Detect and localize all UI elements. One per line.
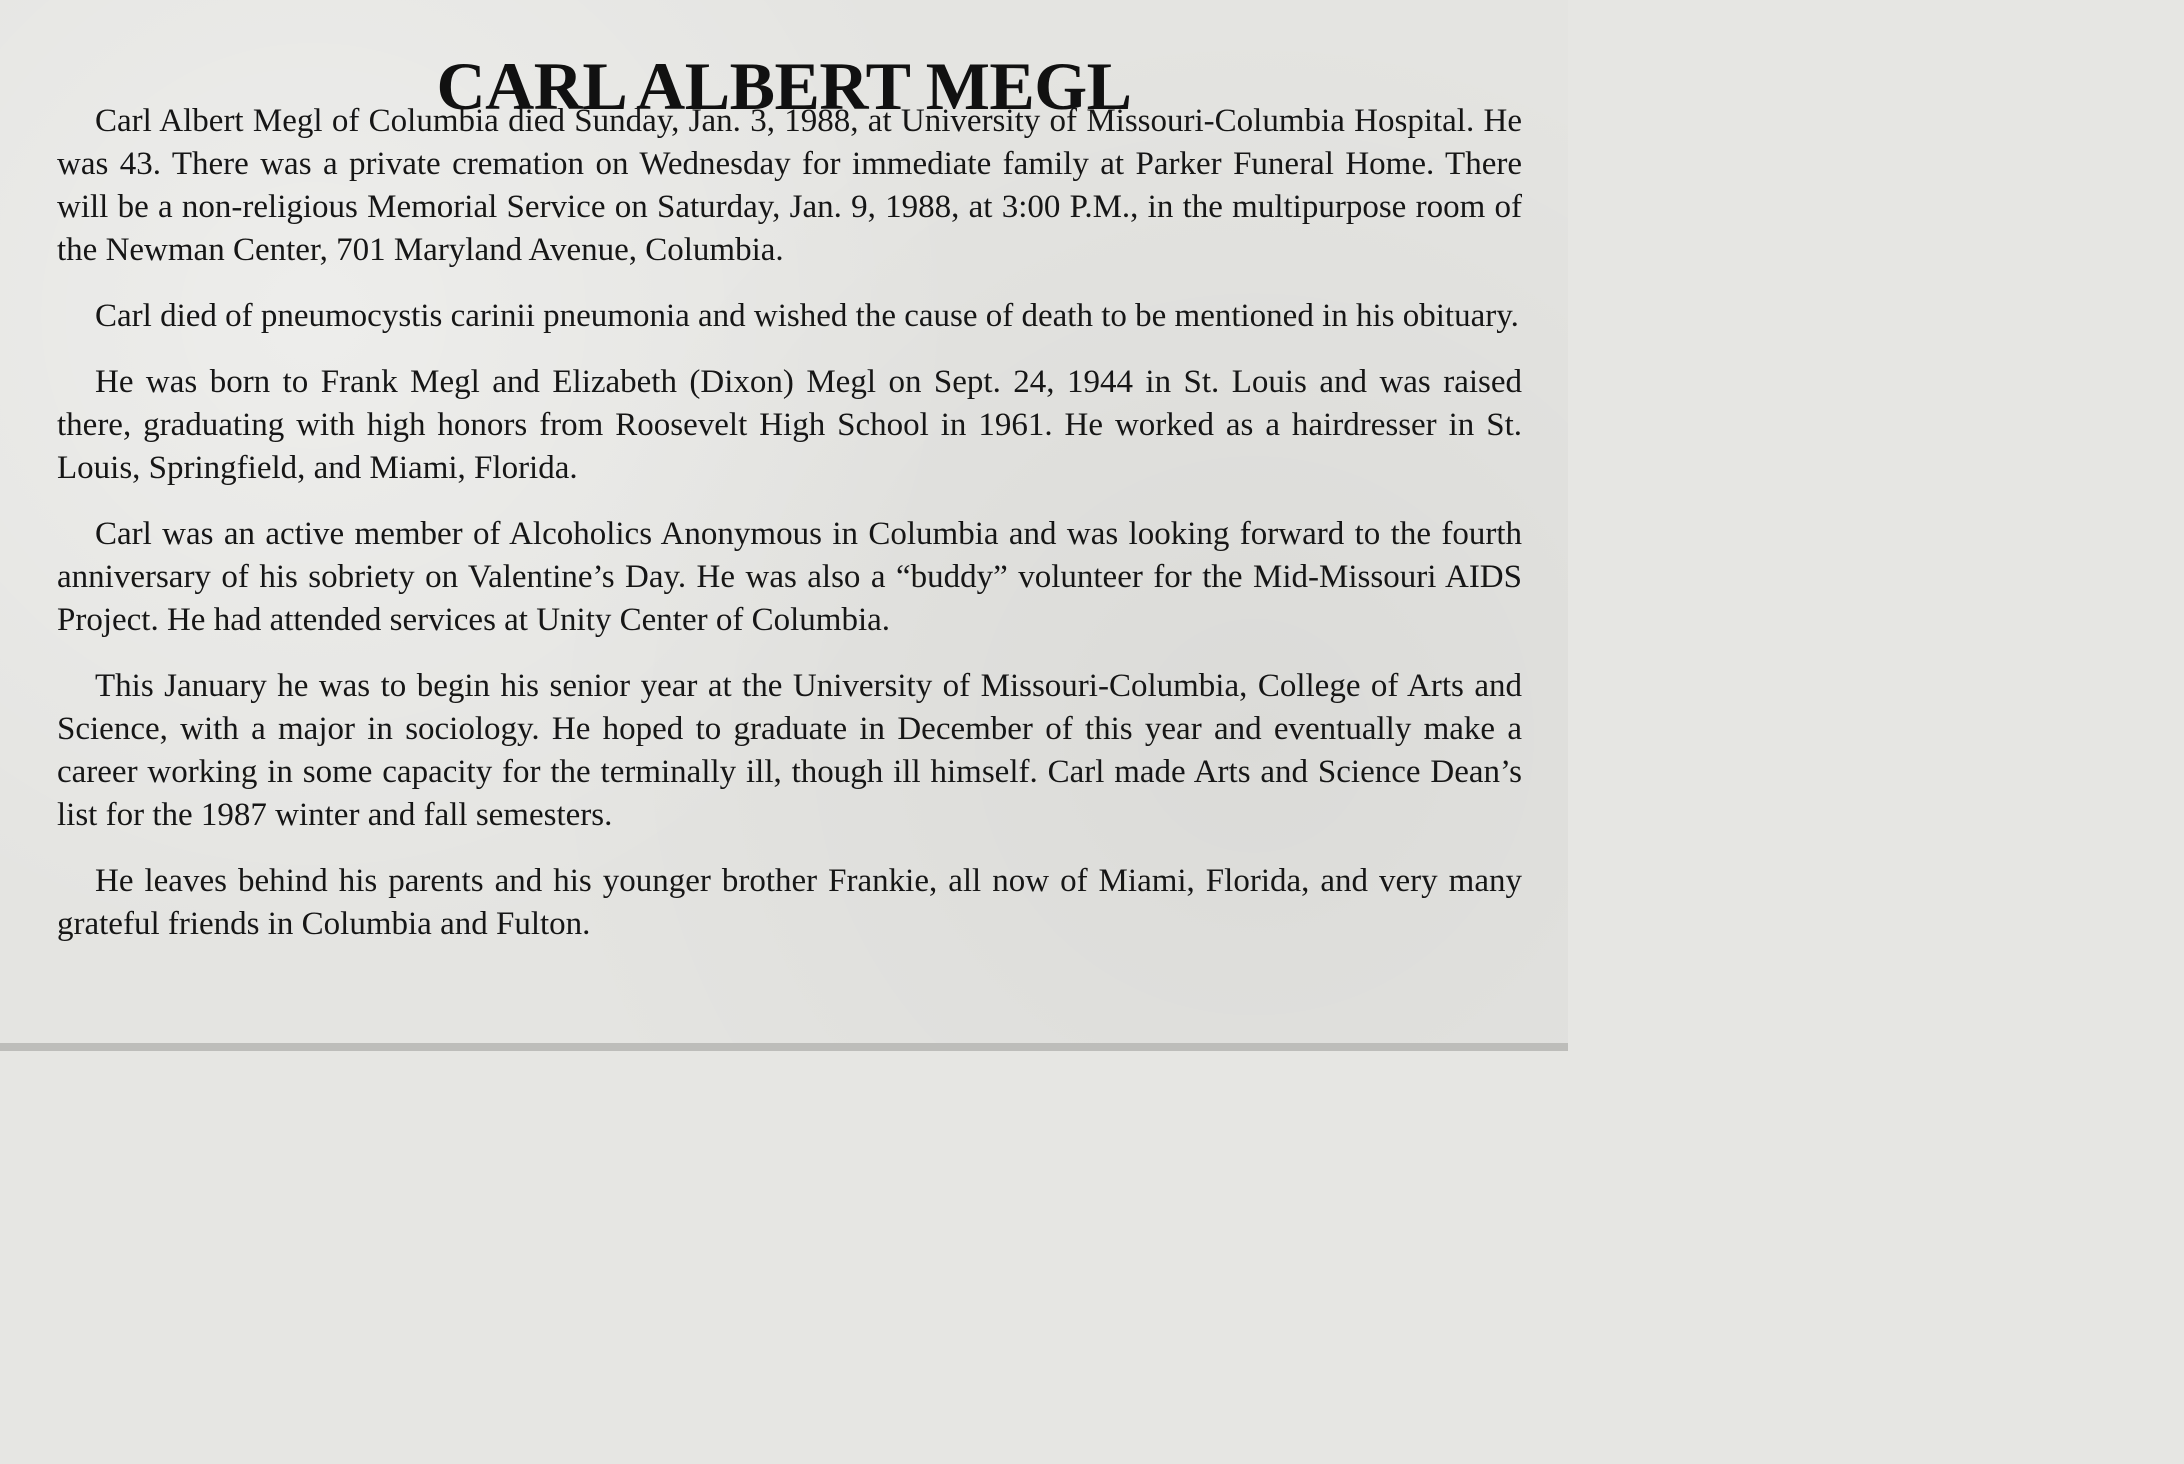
obituary-body [57,100,1522,946]
paragraph-death-notice: Carl Albert Megl of Columbia died Sunday, Jan. 3, 1988, at University of Missouri-Columbia Hospital. He was 43. There was a private cremation on Wednesday for immediate family at Parker Funeral Home. There will be a non-religious Memorial Service on Saturday, Jan. 9, 1988, at 3:00 P.M., in the multipurpose room of the Newman Center, 701 Maryland Avenue, Columbia. [57,103,1522,268]
paragraph-cause-of-death: Carl died of pneumocystis carinii pneumonia and wished the cause of death to be mentioned in his obituary. [95,298,1519,334]
paragraph-community: Carl was an active member of Alcoholics Anonymous in Columbia and was looking forward to the fourth anniversary of his sobriety on Valentine’s Day. He was also a “buddy” volunteer for the Mid-Missouri AIDS Project. He had attended services at Unity Center of Columbia. [57,516,1522,638]
obituary-title: CARL ALBERT MEGL [436,47,1132,124]
paragraph-education: This January he was to begin his senior year at the University of Missouri-Columbia, College of Arts and Science, with a major in sociology. He hoped to graduate in December of this year and eventually make a career working in some capacity for the terminally ill, though ill himself. Carl made Arts and Science Dean’s list for the 1987 winter and fall semesters. [57,668,1522,833]
paragraph-early-life: He was born to Frank Megl and Elizabeth (Dixon) Megl on Sept. 24, 1944 in St. Louis and was raised there, graduating with high honors from Roosevelt High School in 1961. He worked as a hairdresser in St. Louis, Springfield, and Miami, Florida. [57,364,1522,486]
paragraph-survivors: He leaves behind his parents and his younger brother Frankie, all now of Miami, Florida, and very many grateful friends in Columbia and Fulton. [57,863,1522,942]
